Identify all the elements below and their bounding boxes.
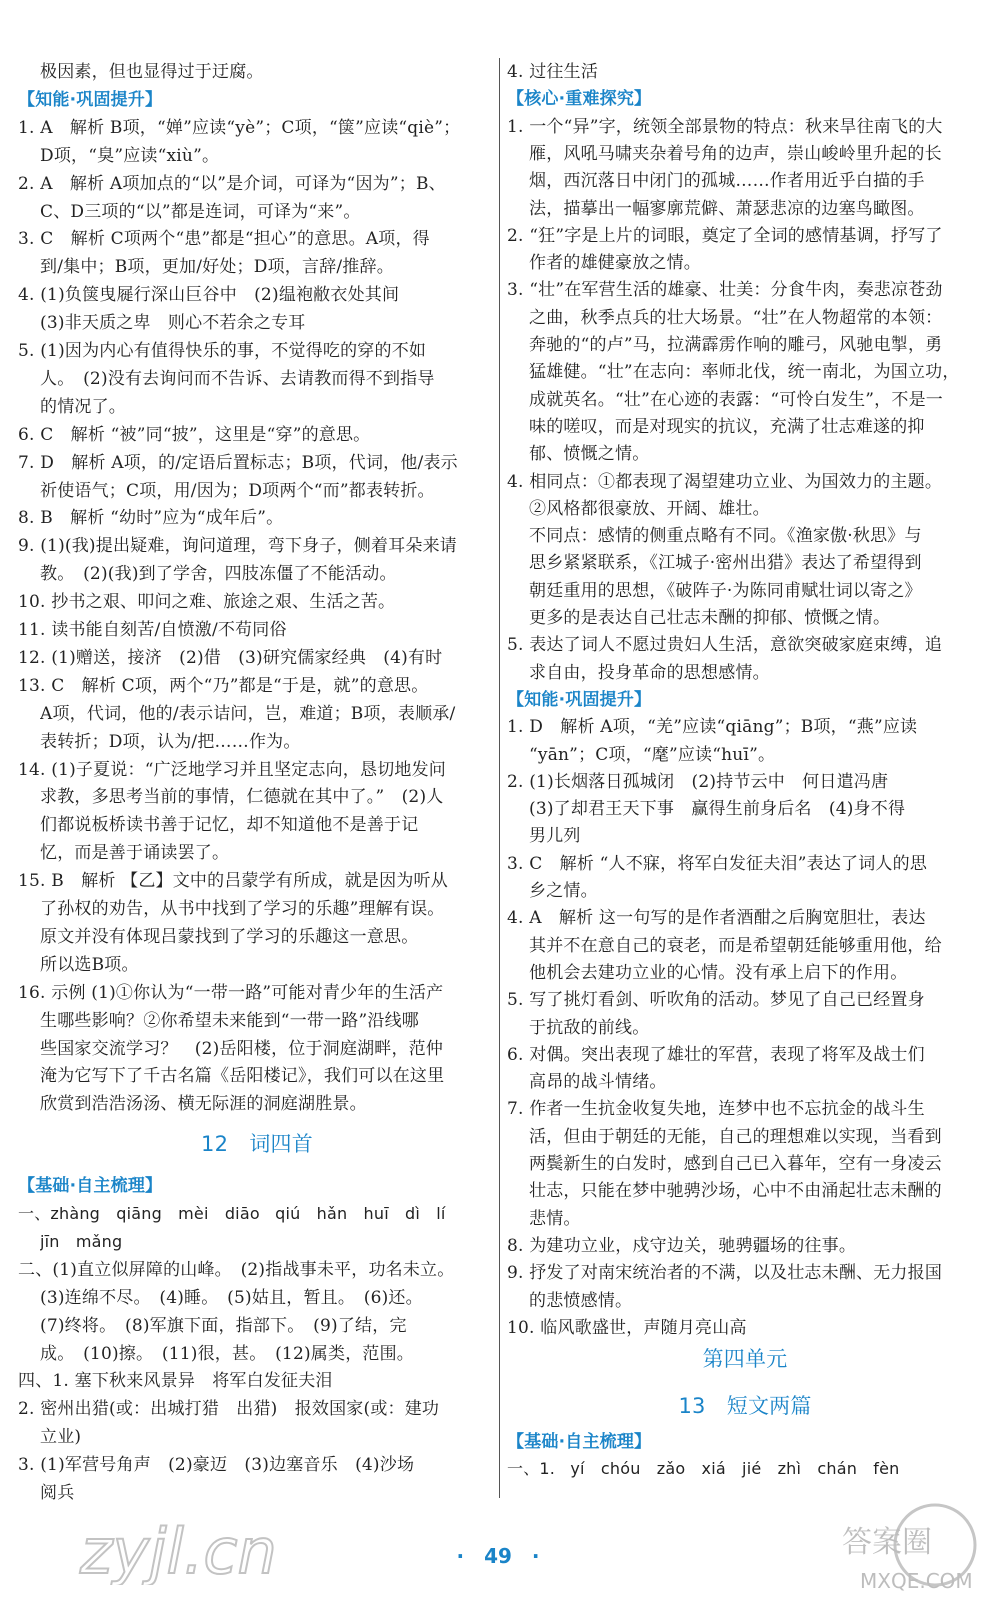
right-line: 作者的雄健豪放之情。 bbox=[529, 253, 701, 274]
right-line: 他机会去建功立业的心情。没有承上启下的作用。 bbox=[529, 962, 908, 983]
left-line: 1. A 解析 B项，“婵”应读“yè”；C项，“箧”应读“qiè”； bbox=[18, 117, 461, 138]
svg-text:MXQE.COM: MXQE.COM bbox=[860, 1569, 973, 1593]
right-line: 第四单元 bbox=[702, 1347, 788, 1372]
right-line: 思乡紧紧联系，《江城子·密州出猎》表达了希望得到 bbox=[529, 553, 922, 574]
left-line: 12 词四首 bbox=[201, 1132, 313, 1157]
left-line: 淹为它写下了千古名篇《岳阳楼记》，我们可以在这里 bbox=[40, 1066, 445, 1087]
right-line: 9. 抒发了对南宋统治者的不满，以及壮志未酬、无力报国 bbox=[507, 1263, 943, 1284]
column-divider bbox=[499, 58, 500, 1498]
right-line: 10. 临风歌盛世，声随月亮山高 bbox=[507, 1317, 747, 1338]
left-line: 教。 (2)(我)到了学舍，四肢冻僵了不能活动。 bbox=[40, 564, 397, 585]
right-line: 壮志，只能在梦中驰骋沙场，心中不由涌起壮志未酬的 bbox=[529, 1181, 942, 1202]
right-line: “yān”；C项，“麾”应读“huī”。 bbox=[529, 744, 776, 765]
right-line: 悲情。 bbox=[529, 1208, 581, 1229]
right-line: 味的嗟叹，而是对现实的抗议，充满了壮志难遂的抑 bbox=[529, 416, 925, 437]
right-line: 5. 表达了词人不愿过贵妇人生活，意欲突破家庭束缚，追 bbox=[507, 635, 943, 656]
left-line: 求教，多思考当前的事情，仁德就在其中了。” (2)人 bbox=[40, 787, 444, 808]
left-line: (3)非天质之卑 则心不若余之专耳 bbox=[40, 313, 306, 334]
right-line: 成就英名。“壮”在心迹的表露：“可怜白发生”，不是一 bbox=[529, 389, 943, 410]
left-line: 忆，而是善于诵读罢了。 bbox=[40, 843, 230, 864]
left-line: 6. C 解析 “被”同“披”，这里是“穿”的意思。 bbox=[18, 424, 371, 445]
right-line: 8. 为建功立业，戍守边关，驰骋疆场的往事。 bbox=[507, 1235, 857, 1256]
right-line: 高昂的战斗情绪。 bbox=[529, 1072, 667, 1093]
right-line: 3. C 解析 “人不寐，将军白发征夫泪”表达了词人的思 bbox=[507, 853, 928, 874]
right-line: 雁，风吼马啸夹杂着号角的边声，崇山峻岭里升起的长 bbox=[529, 143, 942, 164]
right-line: 之曲，秋季点兵的壮大场景。“壮”在人物超常的本领： bbox=[529, 307, 943, 328]
right-line: 2. “狂”字是上片的词眼，奠定了全词的感情基调，抒写了 bbox=[507, 225, 943, 246]
left-line: 2. A 解析 A项加点的“以”是介词，可译为“因为”；B、 bbox=[18, 173, 446, 194]
right-line: 4. A 解析 这一句写的是作者酒酣之后胸宽胆壮，表达 bbox=[507, 908, 926, 929]
left-line: 生哪些影响？②你希望未来能到“一带一路”沿线哪 bbox=[40, 1010, 419, 1031]
left-line: 【基础·自主梳理】 bbox=[18, 1176, 163, 1197]
right-line: ②风格都很豪放、开阔、雄壮。 bbox=[529, 498, 770, 519]
svg-text:zyjl.cn: zyjl.cn bbox=[80, 1515, 277, 1585]
left-line: 10. 抄书之艰、叩问之难、旅途之艰、生活之苦。 bbox=[18, 592, 396, 613]
left-line: A项，代词，他的/表示诘问，岂，难道；B项，表顺承/ bbox=[40, 703, 456, 724]
right-line: 5. 写了挑灯看剑、听吹角的活动。梦见了自己已经置身 bbox=[507, 990, 925, 1011]
left-line: 人。 (2)没有去询问而不告诉、去请教而得不到指导 bbox=[40, 368, 435, 389]
right-line: 求自由，投身革命的思想感情。 bbox=[529, 662, 770, 683]
left-line: 原文并没有体现吕蒙找到了学习的乐趣这一意思。 bbox=[40, 926, 419, 947]
right-line: 【基础·自主梳理】 bbox=[507, 1431, 652, 1452]
right-line: 一、1. yí chóu zǎo xiá jié zhì chán fèn bbox=[507, 1459, 900, 1478]
left-line: 所以选B项。 bbox=[40, 954, 139, 975]
right-line: 烟，西沉落日中闭门的孤城……作者用近乎白描的手 bbox=[529, 171, 925, 192]
right-line: 郁、愤慨之情。 bbox=[529, 444, 650, 465]
right-line: 其并不在意自己的衰老，而是希望朝廷能够重用他，给 bbox=[529, 935, 942, 956]
left-line: 些国家交流学习？ (2)岳阳楼，位于洞庭湖畔，范仲 bbox=[40, 1038, 444, 1059]
left-line: 了孙权的劝告，从书中找到了学习的乐趣”理解有误。 bbox=[40, 899, 445, 919]
left-line: 14. (1)子夏说：“广泛地学习并且坚定志向，恳切地发问 bbox=[18, 759, 447, 780]
page-number: · 49 · bbox=[456, 1544, 540, 1568]
left-line: jīn mǎng bbox=[40, 1231, 123, 1251]
right-line: 【知能·巩固提升】 bbox=[507, 689, 652, 710]
left-line: 表转折；D项，认为/把……作为。 bbox=[40, 731, 301, 752]
right-line: 乡之情。 bbox=[529, 881, 598, 901]
right-line: 1. D 解析 A项，“羌”应读“qiāng”；B项，“燕”应读 bbox=[507, 717, 918, 738]
corner-logo bbox=[830, 1500, 990, 1595]
left-line: 成。 (10)擦。 (11)很，甚。 (12)属类，范围。 bbox=[40, 1343, 414, 1364]
right-line: 2. (1)长烟落日孤城闭 (2)持节云中 何日遣冯唐 bbox=[507, 771, 889, 792]
left-line: 欣赏到浩浩汤汤、横无际涯的洞庭湖胜景。 bbox=[40, 1094, 367, 1115]
left-line: 3. (1)军营号角声 (2)豪迈 (3)边塞音乐 (4)沙场 bbox=[18, 1455, 415, 1476]
left-line: 极因素，但也显得过于迂腐。 bbox=[40, 62, 264, 82]
left-line: 9. (1)(我)提出疑难，询问道理，弯下身子，侧着耳朵来请 bbox=[18, 536, 457, 557]
left-line: 3. C 解析 C项两个“患”都是“担心”的意思。A项，得 bbox=[18, 229, 430, 250]
left-line: 【知能·巩固提升】 bbox=[18, 89, 163, 110]
right-line: 奔驰的“的卢”马，拉满霹雳作响的雕弓，风驰电掣，勇 bbox=[529, 335, 943, 355]
right-line: 4. 过往生活 bbox=[507, 62, 599, 82]
left-line: 们都说板桥读书善于记忆，却不知道他不是善于记 bbox=[40, 815, 419, 836]
right-line: 的悲愤感情。 bbox=[529, 1290, 633, 1311]
right-line: 4. 相同点：①都表现了渴望建功立业、为国效力的主题。 bbox=[507, 471, 943, 492]
left-line: 四、1. 塞下秋来风景异 将军白发征夫泪 bbox=[18, 1371, 333, 1392]
right-line: 两鬓新生的白发时，感到自己已入暮年，空有一身凌云 bbox=[529, 1154, 942, 1174]
right-line: 7. 作者一生抗金收复失地，连梦中也不忘抗金的战斗生 bbox=[507, 1099, 925, 1120]
right-line: 朝廷重用的思想，《破阵子·为陈同甫赋壮词以寄之》 bbox=[529, 580, 922, 601]
right-line: 6. 对偶。突出表现了雄壮的军营，表现了将军及战士们 bbox=[507, 1044, 925, 1065]
left-line: 11. 读书能自刻苦/自愤激/不苟同俗 bbox=[18, 620, 287, 640]
left-line: 16. 示例 (1)①你认为“一带一路”可能对青少年的生活产 bbox=[18, 982, 444, 1003]
watermark-logo bbox=[70, 1515, 350, 1585]
left-line: 12. (1)赠送，接济 (2)借 (3)研究儒家经典 (4)有时 bbox=[18, 647, 443, 668]
right-line: 不同点：感情的侧重点略有不同。《渔家傲·秋思》与 bbox=[529, 526, 922, 547]
right-line: (3)了却君王天下事 赢得生前身后名 (4)身不得 bbox=[529, 799, 906, 820]
left-line: 的情况了。 bbox=[40, 396, 126, 417]
right-line: 活，但由于朝廷的无能，自己的理想难以实现，当看到 bbox=[529, 1126, 942, 1147]
right-line: 【核心·重难探究】 bbox=[507, 89, 652, 110]
left-line: 一、zhàng qiāng mèi diāo qiú hǎn huī dì lí bbox=[18, 1204, 446, 1223]
left-line: 阅兵 bbox=[40, 1483, 75, 1503]
left-line: 到/集中；B项，更加/好处；D项，言辞/推辞。 bbox=[40, 257, 394, 278]
right-line: 1. 一个“异”字，统领全部景物的特点：秋来旱往南飞的大 bbox=[507, 116, 943, 137]
right-line: 3. “壮”在军营生活的雄豪、壮美：分食牛肉，奏悲凉苍劲 bbox=[507, 280, 943, 301]
left-line: 7. D 解析 A项，的/定语后置标志；B项，代词，他/表示 bbox=[18, 452, 458, 473]
left-line: (7)终将。 (8)军旗下面，指部下。 (9)了结，完 bbox=[40, 1315, 407, 1336]
left-line: 立业) bbox=[40, 1427, 82, 1448]
left-line: 二、(1)直立似屏障的山峰。 (2)指战事未平，功名未立。 bbox=[18, 1259, 455, 1280]
left-line: 4. (1)负箧曳屣行深山巨谷中 (2)缊袍敝衣处其间 bbox=[18, 285, 400, 306]
left-line: 2. 密州出猎(或：出城打猎 出猎) 报效国家(或：建功 bbox=[18, 1399, 440, 1420]
right-line: 猛雄健。“壮”在志向：率师北伐，统一南北，为国立功， bbox=[529, 362, 960, 383]
left-line: (3)连绵不尽。 (4)睡。 (5)姑且，暂且。 (6)还。 bbox=[40, 1287, 423, 1308]
left-line: D项，“臭”应读“xiù”。 bbox=[40, 145, 220, 166]
right-line: 13 短文两篇 bbox=[678, 1394, 812, 1419]
left-line: 15. B 解析 【乙】文中的吕蒙学有所成，就是因为听从 bbox=[18, 871, 448, 892]
left-line: 13. C 解析 C项，两个“乃”都是“于是，就”的意思。 bbox=[18, 675, 429, 696]
left-line: 5. (1)因为内心有值得快乐的事，不觉得吃的穿的不如 bbox=[18, 341, 427, 361]
right-line: 更多的是表达自己壮志未酬的抑郁、愤慨之情。 bbox=[529, 608, 891, 628]
left-line: C、D三项的“以”都是连词，可译为“来”。 bbox=[40, 201, 361, 222]
svg-text:答案圈: 答案圈 bbox=[842, 1525, 932, 1560]
left-line: 8. B 解析 “幼时”应为“成年后”。 bbox=[18, 508, 284, 529]
right-line: 男儿列 bbox=[529, 826, 581, 847]
right-line: 法，描摹出一幅寥廓荒僻、萧瑟悲凉的边塞鸟瞰图。 bbox=[529, 198, 925, 219]
right-line: 于抗敌的前线。 bbox=[529, 1017, 650, 1038]
left-line: 祈使语气；C项，用/因为；D项两个“而”都表转折。 bbox=[40, 480, 435, 501]
